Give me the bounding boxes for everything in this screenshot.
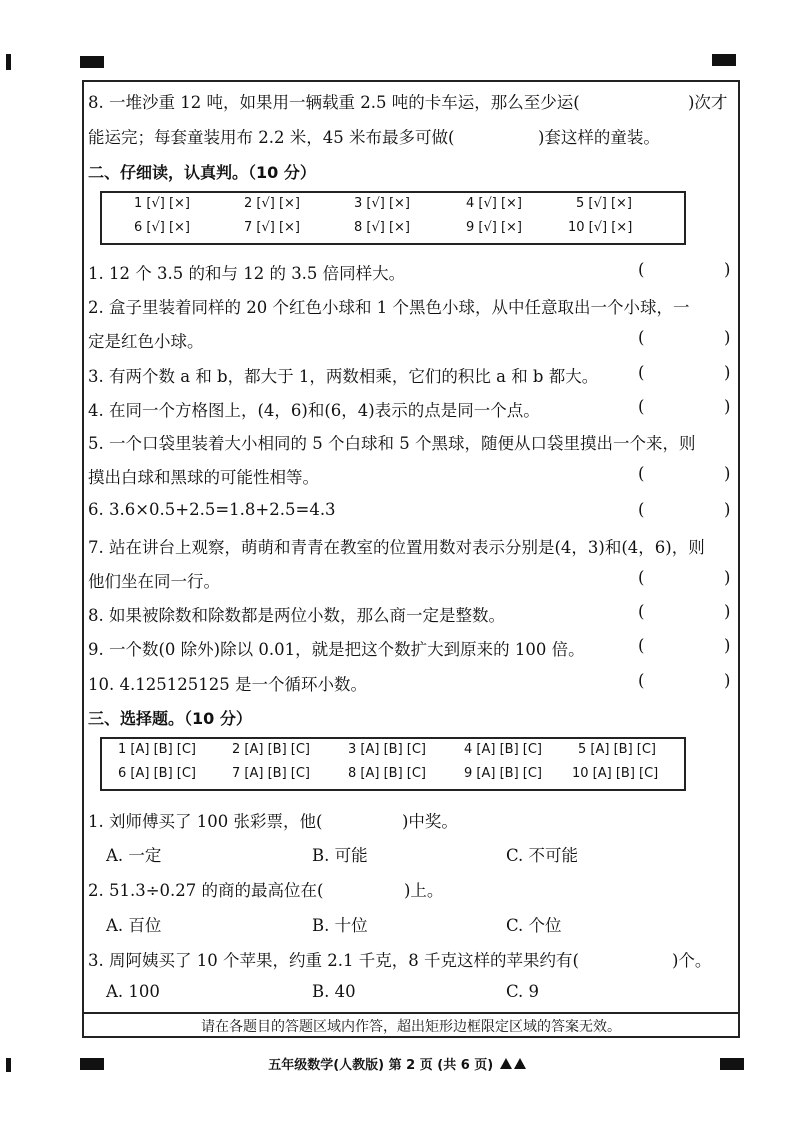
judge-box-row-2 <box>102 220 684 244</box>
judge-item-8: 8. 如果被除数和除数都是两位小数，那么商一定是整数。 <box>88 606 505 625</box>
choice-box-cell[interactable]: 10 [A] [B] [C] <box>572 766 659 781</box>
judge-paren-open: ( <box>638 568 645 587</box>
judge-box-cell[interactable]: 8 [√] [×] <box>354 220 410 235</box>
judge-item-3: 3. 有两个数 a 和 b，都大于 1，两数相乘，它们的积比 a 和 b 都大。 <box>88 367 599 386</box>
judge-paren-close: ) <box>724 363 731 382</box>
choice-q2-stem-end: )上。 <box>404 881 444 900</box>
choice-box-row-1 <box>102 742 684 766</box>
judge-box-cell[interactable]: 4 [√] [×] <box>466 196 522 211</box>
choice-box-cell[interactable]: 6 [A] [B] [C] <box>118 766 196 781</box>
judge-item-1: 1. 12 个 3.5 的和与 12 的 3.5 倍同样大。 <box>88 264 406 283</box>
judge-paren-close: ) <box>724 464 731 483</box>
judge-box-cell[interactable]: 6 [√] [×] <box>134 220 190 235</box>
choice-q1-option-b: B. 可能 <box>312 846 368 865</box>
choice-q1-stem-end: )中奖。 <box>402 812 458 831</box>
choice-q3-stem: 3. 周阿姨买了 10 个苹果，约重 2.1 千克，8 千克这样的苹果约有( <box>88 951 579 970</box>
judge-box-cell[interactable]: 3 [√] [×] <box>354 196 410 211</box>
choice-q3-stem-end: )个。 <box>672 951 712 970</box>
choice-q2-option-a: A. 百位 <box>106 916 162 935</box>
judge-box-cell[interactable]: 10 [√] [×] <box>568 220 633 235</box>
q8-line1: 8. 一堆沙重 12 吨，如果用一辆载重 2.5 吨的卡车运，那么至少运( <box>88 93 580 112</box>
choice-box-cell[interactable]: 8 [A] [B] [C] <box>348 766 426 781</box>
choice-box-cell[interactable]: 4 [A] [B] [C] <box>464 742 542 757</box>
q8-blank2-end: )套这样的童装。 <box>538 128 660 147</box>
section3-title: 三、选择题。（10 分） <box>88 709 252 728</box>
choice-box-cell[interactable]: 7 [A] [B] [C] <box>232 766 310 781</box>
judge-item-2-cont: 定是红色小球。 <box>88 332 204 351</box>
judge-paren-close: ) <box>724 397 731 416</box>
judge-box-cell[interactable]: 9 [√] [×] <box>466 220 522 235</box>
section2-title: 二、仔细读，认真判。（10 分） <box>88 163 316 182</box>
judge-item-10: 10. 4.125125125 是一个循环小数。 <box>88 675 367 694</box>
choice-box-cell[interactable]: 2 [A] [B] [C] <box>232 742 310 757</box>
choice-box-cell[interactable]: 3 [A] [B] [C] <box>348 742 426 757</box>
judge-paren-close: ) <box>724 260 731 279</box>
judge-box-cell[interactable]: 1 [√] [×] <box>134 196 190 211</box>
judge-paren-open: ( <box>638 363 645 382</box>
choice-q3-option-c: C. 9 <box>506 982 540 1001</box>
choice-answer-box <box>100 737 686 791</box>
footer-text: 五年级数学(人教版) 第 2 页 (共 6 页) <box>268 1058 494 1073</box>
judge-paren-open: ( <box>638 397 645 416</box>
registration-mark-top-right <box>712 54 736 66</box>
judge-paren-close: ) <box>724 500 731 519</box>
registration-mark-top-left <box>80 56 104 68</box>
judge-box-row-1 <box>102 196 684 220</box>
choice-q2-option-b: B. 十位 <box>312 916 368 935</box>
judge-paren-open: ( <box>638 602 645 621</box>
judge-paren-close: ) <box>724 636 731 655</box>
q8-line2: 能运完；每套童装用布 2.2 米，45 米布最多可做( <box>88 128 455 147</box>
judge-item-6: 6. 3.6×0.5+2.5=1.8+2.5=4.3 <box>88 500 336 519</box>
choice-box-cell[interactable]: 5 [A] [B] [C] <box>578 742 656 757</box>
judge-item-2: 2. 盒子里装着同样的 20 个红色小球和 1 个黑色小球，从中任意取出一个小球，一 <box>88 298 690 317</box>
q8-blank1-end: )次才 <box>688 93 728 112</box>
judge-paren-close: ) <box>724 328 731 347</box>
judge-paren-close: ) <box>724 671 731 690</box>
judge-box-cell[interactable]: 7 [√] [×] <box>244 220 300 235</box>
judge-paren-open: ( <box>638 328 645 347</box>
judge-item-5-cont: 摸出白球和黑球的可能性相等。 <box>88 468 319 487</box>
choice-q1-option-a: A. 一定 <box>106 846 162 865</box>
choice-q1-option-c: C. 不可能 <box>506 846 579 865</box>
choice-q2-stem: 2. 51.3÷0.27 的商的最高位在( <box>88 881 324 900</box>
judge-item-5: 5. 一个口袋里装着大小相同的 5 个白球和 5 个黑球，随便从口袋里摸出一个来，则 <box>88 434 696 453</box>
judge-box-cell[interactable]: 2 [√] [×] <box>244 196 300 211</box>
judge-paren-open: ( <box>638 671 645 690</box>
triangle-marker-icon <box>514 1058 526 1069</box>
judge-paren-open: ( <box>638 636 645 655</box>
page-footer <box>0 1054 794 1073</box>
judge-paren-close: ) <box>724 602 731 621</box>
judge-paren-open: ( <box>638 464 645 483</box>
judge-answer-box <box>100 191 686 245</box>
judge-item-7: 7. 站在讲台上观察，萌萌和青青在教室的位置用数对表示分别是(4，3)和(4，6)，则 <box>88 538 705 557</box>
judge-paren-close: ) <box>724 568 731 587</box>
choice-q1-stem: 1. 刘师傅买了 100 张彩票，他( <box>88 812 323 831</box>
choice-q3-option-b: B. 40 <box>312 982 356 1001</box>
choice-q3-option-a: A. 100 <box>106 982 160 1001</box>
choice-box-row-2 <box>102 766 684 790</box>
judge-box-cell[interactable]: 5 [√] [×] <box>576 196 632 211</box>
judge-item-9: 9. 一个数(0 除外)除以 0.01，就是把这个数扩大到原来的 100 倍。 <box>88 640 585 659</box>
binding-mark-left <box>6 54 11 70</box>
choice-q2-option-c: C. 个位 <box>506 916 562 935</box>
choice-box-cell[interactable]: 9 [A] [B] [C] <box>464 766 542 781</box>
judge-item-4: 4. 在同一个方格图上，(4，6)和(6，4)表示的点是同一个点。 <box>88 401 540 420</box>
answer-area-notice: 请在各题目的答题区域内作答，超出矩形边框限定区域的答案无效。 <box>82 1012 740 1040</box>
judge-paren-open: ( <box>638 500 645 519</box>
judge-item-7-cont: 他们坐在同一行。 <box>88 572 220 591</box>
triangle-marker-icon <box>500 1058 512 1069</box>
judge-paren-open: ( <box>638 260 645 279</box>
choice-box-cell[interactable]: 1 [A] [B] [C] <box>118 742 196 757</box>
